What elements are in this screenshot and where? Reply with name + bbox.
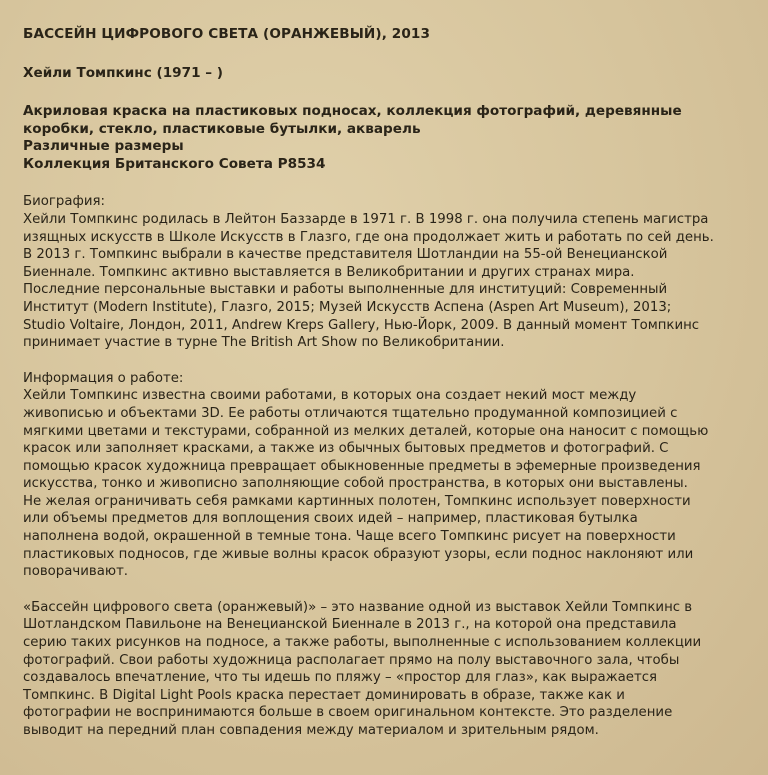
details-line: коробки, стекло, пластиковые бутылки, акварель [23, 120, 421, 137]
closing-paragraph [23, 599, 748, 740]
work-info-line: искусства, тонко и живописно заполняющие собой пространства, в которых они выставлены. [23, 476, 688, 492]
artist-name: Хейли Томпкинс (1971 – ) [23, 65, 224, 81]
details-line: Акриловая краска на пластиковых подносах, коллекция фотографий, деревянные [23, 103, 682, 119]
work-info-line: или объемы предметов для воплощения своих идей – например, пластиковая бутылка [23, 511, 638, 527]
work-info-line: наполнена водой, окрашенной в темные тона. Чаще всего Томпкинс рисует на поверхности [23, 529, 676, 545]
biography-section [23, 193, 748, 351]
closing-line: «Бассейн цифрового света (оранжевый)» – это название одной из выставок Хейли Томпкинс в [23, 599, 693, 615]
details-line: Коллекция Британского Совета P8534 [23, 155, 326, 172]
biography-line: Studio Voltaire, Лондон, 2011, Andrew Kreps Gallery, Нью-Йорк, 2009. В данный момент Томпкинс [23, 317, 700, 333]
work-info-line: живописью и объектами 3D. Ее работы отличаются тщательно продуманной композицией с [23, 405, 678, 421]
work-info-line: помощью красок художница превращает обыкновенные предметы в эфемерные произведения [23, 458, 701, 474]
closing-line: серию таких рисунков на подносе, а также работы, выполненные с использованием коллекции [23, 635, 702, 651]
biography-line: изящных искусств в Школе Искусств в Глазго, где она продолжает жить и работать по сей день. [23, 229, 714, 245]
biography-line: Институт (Modern Institute), Глазго, 2015; Музей Искусств Аспена (Aspen Art Museum), 2013; [23, 299, 672, 315]
closing-line: Томпкинс. В Digital Light Pools краска перестает доминировать в образе, также как и [23, 687, 625, 703]
details-line: Различные размеры [23, 138, 184, 155]
biography-line: Биеннале. Томпкинс активно выставляется в Великобритании и других странах мира. [23, 264, 635, 280]
work-info-line: пластиковых подносов, где живые волны красок образуют узоры, если поднос наклоняют или [23, 546, 694, 562]
biography-line: Последние персональные выставки и работы выполненные для институций: Современный [23, 282, 668, 298]
biography-heading: Биография: [23, 194, 105, 210]
closing-line: создавалось впечатление, что ты идешь по пляжу – «простор для глаз», как выражается [23, 670, 658, 686]
closing-line: фотографий. Свои работы художница располагает прямо на полу выставочного зала, чтобы [23, 652, 680, 668]
biography-line: принимает участие в турне The British Art Show по Великобритании. [23, 335, 505, 351]
work-info-line: мягкими цветами и текстурами, собранной из мелких деталей, которые она наносит с помощью [23, 423, 709, 439]
biography-line: Хейли Томпкинс родилась в Лейтон Баззарде в 1971 г. В 1998 г. она получила степень магистра [23, 211, 709, 227]
work-info-line: красок или заполняет красками, а также из обычных бытовых предметов и фотографий. С [23, 441, 669, 457]
closing-line: фотографии не воспринимаются больше в своем оригинальном контексте. Это разделение [23, 705, 673, 721]
biography-line: В 2013 г. Томпкинс выбрали в качестве представителя Шотландии на 55-ой Венецианской [23, 247, 668, 263]
closing-line: Шотландском Павильоне на Венецианской Биеннале в 2013 г., на которой она представила [23, 617, 677, 633]
artwork-title: БАССЕЙН ЦИФРОВОГО СВЕТА (ОРАНЖЕВЫЙ), 2013 [23, 26, 431, 42]
work-info-heading: Информация о работе: [23, 370, 184, 386]
artwork-details [23, 103, 748, 173]
work-info-line: поворачивают. [23, 564, 129, 580]
work-info-line: Не желая ограничивать себя рамками картинных полотен, Томпкинс использует поверхности [23, 493, 691, 509]
work-info-line: Хейли Томпкинс известна своими работами, в которых она создает некий мост между [23, 388, 637, 404]
closing-line: выводит на передний план совпадения между материалом и зрительным рядом. [23, 723, 599, 738]
work-info-section [23, 370, 748, 581]
